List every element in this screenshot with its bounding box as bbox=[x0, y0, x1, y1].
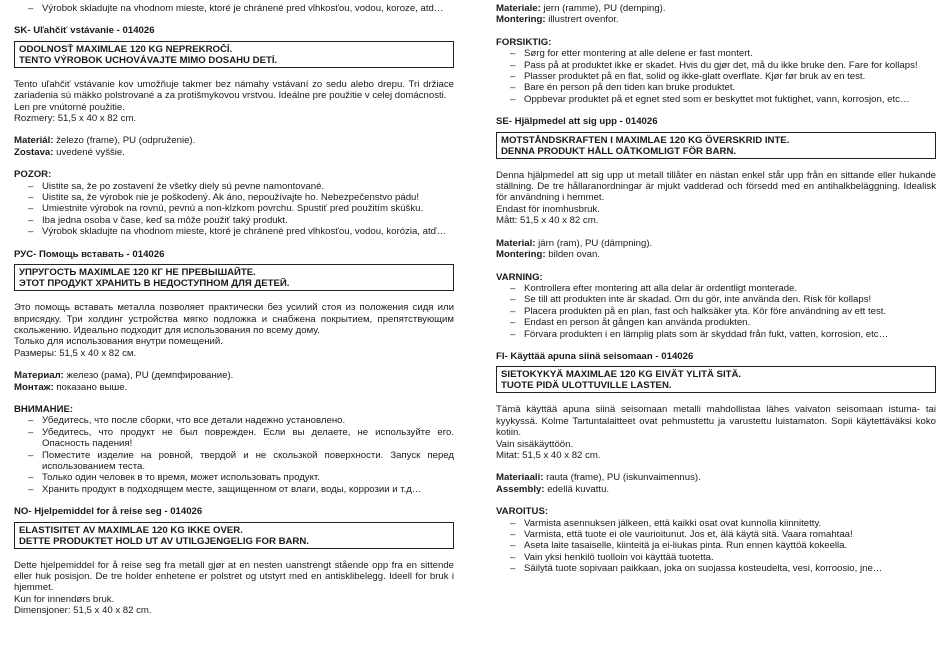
warning-line: SIETOKYKYÄ MAXIMLAE 120 KG EIVÄT YLITÄ SITÄ. bbox=[501, 369, 742, 381]
indoor-note: Endast för inomhusbruk. bbox=[496, 203, 600, 215]
list-item: – Только один человек в то время, может использовать продукт. bbox=[28, 472, 454, 483]
material-label: Материал: bbox=[14, 370, 64, 382]
warning-box-se bbox=[496, 132, 936, 159]
dimensions: Размеры: 51,5 x 40 x 82 см. bbox=[14, 347, 137, 359]
list-item: – Förvara produkten i en lämplig plats som är skyddad från fukt, vatten, korrosion, etc… bbox=[510, 329, 936, 340]
list-item: – Хранить продукт в подходящем месте, защищенном от влаги, воды, коррозии и т.д… bbox=[28, 484, 454, 495]
list-item: – Uistite sa, že výrobok nie je poškodený. Ak áno, nepoužívajte ho. Nebezpečenstvo pádu! bbox=[28, 192, 454, 203]
caution-heading: ВНИМАНИЕ: bbox=[14, 403, 74, 415]
warning-box-sk bbox=[14, 41, 454, 68]
caution-heading: FORSIKTIG: bbox=[496, 36, 552, 48]
indoor-note: Vain sisäkäyttöön. bbox=[496, 438, 574, 450]
dimensions: Mitat: 51,5 x 40 x 82 cm. bbox=[496, 449, 601, 461]
dimensions: Dimensjoner: 51,5 x 40 x 82 cm. bbox=[14, 605, 152, 617]
material-label: Materiál: bbox=[14, 135, 54, 147]
indoor-note: Kun for innendørs bruk. bbox=[14, 593, 115, 605]
top-bullet-list bbox=[14, 3, 454, 14]
material-value: järn (ram), PU (dämpning). bbox=[535, 237, 653, 249]
mounting-line bbox=[14, 382, 454, 393]
warning-line: ODOLNOSŤ MAXIMLAE 120 KG NEPREKROČÍ. bbox=[19, 43, 233, 55]
description: Tento uľahčiť vstávanie kov umožňuje takmer bez námahy vstávaní zo sedu alebo drepu. Tri držiace zariadenia sú mäkko polstrované a za protišmykovou vrstvou. Ideálne pre použitie v celej domácnosti. bbox=[14, 78, 454, 102]
list-item: – Sørg for etter montering at alle delene er fast montert. bbox=[510, 48, 936, 59]
caution-list-ru bbox=[14, 415, 454, 495]
list-item: – Uistite sa, že po zostavení že všetky diely sú pevne namontované. bbox=[28, 181, 454, 192]
material-line bbox=[496, 238, 936, 249]
dimensions: Mått: 51,5 x 40 x 82 cm. bbox=[496, 215, 599, 227]
caution-heading: VARNING: bbox=[496, 271, 543, 283]
list-item: – Säilytä tuote sopivaan paikkaan, joka on suojassa kosteudelta, vesi, korroosio, jne… bbox=[510, 563, 936, 574]
warning-line: DETTE PRODUKTET HOLD UT AV UTILGJENGELIG FOR BARN. bbox=[19, 535, 309, 547]
list-item: – Placera produkten på en plan, fast och halksäker yta. Kör före användning av ett test. bbox=[510, 306, 936, 317]
indoor-note: Len pre vnútorné použitie. bbox=[14, 101, 125, 113]
warning-line: DENNA PRODUKT HÅLL OÅTKOMLIGT FÖR BARN. bbox=[501, 145, 737, 157]
mounting-label: Assembly: bbox=[496, 483, 545, 495]
list-item: – Endast en person åt gången kan använda produkten. bbox=[510, 317, 936, 328]
right-column bbox=[496, 3, 936, 575]
description: Denna hjälpmedel att sig upp ut metall tillåter en nästan enkel står upp från en sittande eller hukande ställning. De tre hållaranordningar är mjukt vadderad och försedd med en antihalkbeläggning. Idealisk för användning i hemmet. bbox=[496, 169, 936, 204]
mounting-line bbox=[496, 14, 936, 25]
warning-line: ЭТОТ ПРОДУКТ ХРАНИТЬ В НЕДОСТУПНОМ ДЛЯ ДЕТЕЙ. bbox=[19, 278, 290, 290]
material-line bbox=[496, 472, 936, 483]
caution-list-no bbox=[496, 48, 936, 105]
list-item: – Aseta laite tasaiselle, kiinteitä ja ei-liukas pinta. Run ennen käyttöä kokeella. bbox=[510, 540, 936, 551]
indoor-note: Только для использования внутри помещений. bbox=[14, 336, 223, 348]
list-item: – Убедитесь, что после сборки, что все детали надежно установлено. bbox=[28, 415, 454, 426]
list-item: – Se till att produkten inte är skadad. Om du gör, inte använda den. Risk för kollaps! bbox=[510, 294, 936, 305]
description: Dette hjelpemiddel for å reise seg fra metall gjør at en nesten uanstrengt stående opp fra en sittende eller huk posisjon. De tre holder enhetene er polstret og utstyrt med en antisklibelegg. Ideell for bruk i hjemmet. bbox=[14, 559, 454, 594]
section-heading-no: NO- Hjelpemiddel for å reise seg - 014026 bbox=[14, 506, 203, 518]
caution-list-fi bbox=[496, 518, 936, 575]
warning-line: TUOTE PIDÄ ULOTTUVILLE LASTEN. bbox=[501, 380, 672, 392]
section-heading-se: SE- Hjälpmedel att sig upp - 014026 bbox=[496, 116, 658, 128]
list-item: – Поместите изделие на ровной, твердой и не скользкой поверхности. Запуск перед использованием теста. bbox=[28, 450, 454, 473]
list-item: – Pass på at produktet ikke er skadet. Hvis du gjør det, må du ikke bruke den. Fare for kollaps! bbox=[510, 60, 936, 71]
material-value: rauta (frame), PU (iskunvaimennus). bbox=[543, 472, 701, 484]
warning-box-ru bbox=[14, 264, 454, 291]
material-line bbox=[14, 370, 454, 381]
caution-list-sk bbox=[14, 181, 454, 238]
mounting-label: Montering: bbox=[496, 14, 546, 26]
list-item: – Убедитесь, что продукт не был поврежден. Если вы делаете, не используйте его. Опасность падения! bbox=[28, 427, 454, 450]
mounting-value: bilden ovan. bbox=[545, 249, 600, 261]
description: Tämä käyttää apuna siinä seisomaan metalli mahdollistaa lähes vaivaton seisomaan istuma- tai kyykyssä. Kolme Tartuntalaitteet ovat pehmustettu ja varustettu luistamaton. Sopii käytettäväksi koko kotiin. bbox=[496, 404, 936, 439]
mounting-value: edellä kuvattu. bbox=[544, 483, 610, 495]
mounting-value: uvedené vyššie. bbox=[53, 146, 125, 158]
list-item: – Kontrollera efter montering att alla delar är ordentligt monterade. bbox=[510, 283, 936, 294]
material-label: Materiale: bbox=[496, 3, 541, 14]
material-value: železo (frame), PU (odpruženie). bbox=[53, 135, 196, 147]
mounting-line bbox=[496, 484, 936, 495]
list-item: – Bare én person på den tiden kan bruke produktet. bbox=[510, 82, 936, 93]
section-heading-fi: FI- Käyttää apuna siinä seisomaan - 014026 bbox=[496, 350, 694, 362]
caution-list-se bbox=[496, 283, 936, 340]
list-item: – Výrobok skladujte na vhodnom mieste, ktoré je chránené pred vlhkosťou, vodou, korózia, atď… bbox=[28, 226, 454, 237]
caution-heading: VAROITUS: bbox=[496, 506, 549, 518]
warning-line: TENTO VÝROBOK UCHOVÁVAJTE MIMO DOSAHU DETÍ. bbox=[19, 54, 278, 66]
dimensions: Rozmery: 51,5 x 40 x 82 cm. bbox=[14, 113, 137, 125]
warning-line: УПРУГОСТЬ MAXIMLAE 120 КГ НЕ ПРЕВЫШАЙТЕ. bbox=[19, 267, 256, 279]
material-value: железо (рама), PU (демпфирование). bbox=[63, 370, 234, 382]
list-item: – Umiestnite výrobok na rovnú, pevnú a non-klzkom povrchu. Spustiť pred použitím skúšku. bbox=[28, 203, 454, 214]
mounting-label: Монтаж: bbox=[14, 381, 54, 393]
list-item: – Vain yksi henkilö tuolloin voi käyttää tuotetta. bbox=[510, 552, 936, 563]
warning-box-no bbox=[14, 522, 454, 549]
mounting-value: показано выше. bbox=[53, 381, 128, 393]
warning-line: ELASTISITET AV MAXIMLAE 120 KG IKKE OVER. bbox=[19, 524, 243, 536]
list-item: – Oppbevar produktet på et egnet sted som er beskyttet mot fuktighet, vann, korrosjon, etc… bbox=[510, 94, 936, 105]
mounting-line bbox=[496, 249, 936, 260]
mounting-label: Zostava: bbox=[14, 146, 54, 158]
material-line bbox=[14, 135, 454, 146]
material-value: jern (ramme), PU (demping). bbox=[540, 3, 666, 14]
material-line bbox=[496, 3, 936, 14]
section-heading-sk: SK- Uľahčiť vstávanie - 014026 bbox=[14, 25, 155, 37]
material-label: Material: bbox=[496, 237, 536, 249]
list-item: – Iba jedna osoba v čase, keď sa môže použiť taký produkt. bbox=[28, 215, 454, 226]
list-item: – Plasser produktet på en flat, solid og ikke-glatt overflate. Kjør før bruk av en test. bbox=[510, 71, 936, 82]
list-item: – Varmista, että tuote ei ole vaurioitunut. Jos et, älä käytä sitä. Vaara romahtaa! bbox=[510, 529, 936, 540]
mounting-label: Montering: bbox=[496, 249, 546, 261]
mounting-value: illustrert ovenfor. bbox=[545, 14, 619, 26]
mounting-line bbox=[14, 147, 454, 158]
warning-box-fi bbox=[496, 366, 936, 393]
description: Это помощь вставать металла позволяет практически без усилий стоя из положения сидя или вприсядку. Три холдинг устройства мягко подложка и снабжена покрытием, препятствующим скольжению. Идеально подходит для использования по всему дому. bbox=[14, 302, 454, 336]
list-item: – Výrobok skladujte na vhodnom mieste, ktoré je chránené pred vlhkosťou, vodou, koroze, atd… bbox=[28, 3, 454, 14]
material-label: Materiaali: bbox=[496, 472, 544, 484]
section-heading-ru: РУС- Помощь вставать - 014026 bbox=[14, 248, 165, 260]
left-column bbox=[14, 3, 454, 617]
list-item: – Varmista asennuksen jälkeen, että kaikki osat ovat kunnolla kiinnitetty. bbox=[510, 518, 936, 529]
warning-line: MOTSTÅNDSKRAFTEN I MAXIMLAE 120 KG ÖVERSKRID INTE. bbox=[501, 134, 790, 146]
caution-heading: POZOR: bbox=[14, 169, 52, 181]
